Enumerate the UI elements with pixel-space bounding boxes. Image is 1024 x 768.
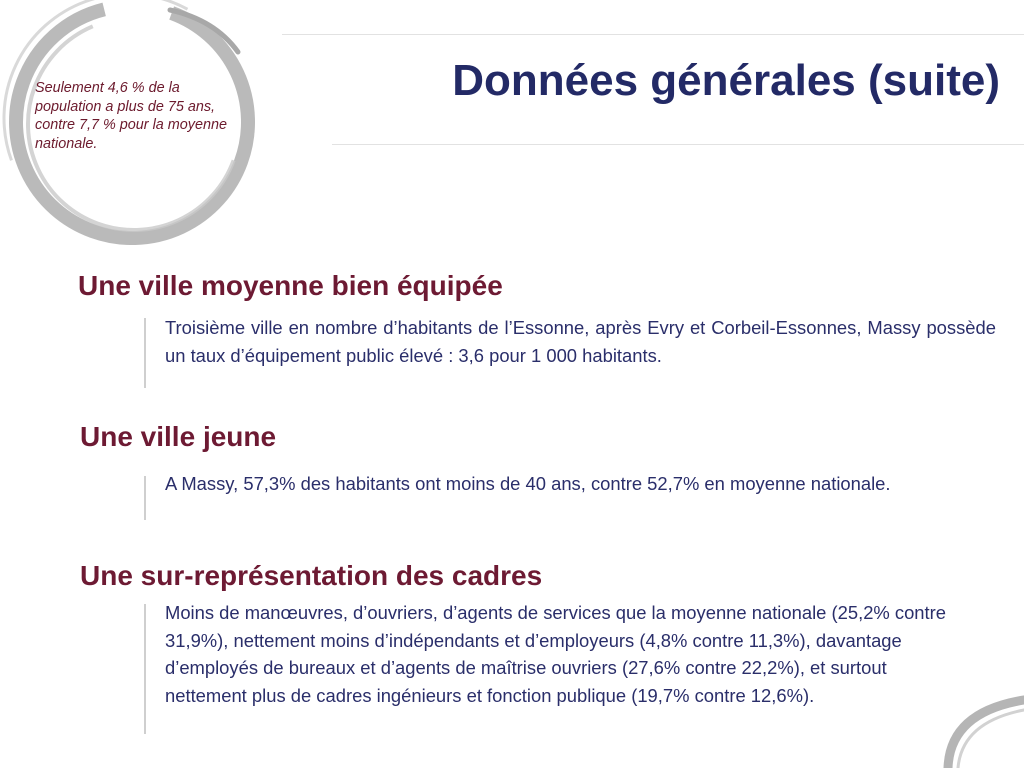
section-text-executives: Moins de manœuvres, d’ouvriers, d’agents de services que la moyenne nationale (25,2% contre 31,9%), nettement moins d’indépendants et d’employeurs (4,8% contre 11,3%), davantage d’employés de bureaux et d’agents de maîtrise ouvriers (27,6% contre 22,2%), et surtout nettement plus de cadres ingénieurs et fonction publique (19,7% contre 12,6%).	[165, 602, 946, 706]
section-text-young: A Massy, 57,3% des habitants ont moins de 40 ans, contre 52,7% en moyenne nationale.	[165, 473, 891, 494]
title-divider	[332, 144, 1024, 145]
slide-title: Données générales (suite)	[452, 56, 1000, 105]
section-heading-equipment: Une ville moyenne bien équipée	[78, 270, 503, 301]
section-text-equipment: Troisième ville en nombre d’habitants de l’Essonne, après Evry et Corbeil-Essonnes, Massy possède un taux d’équipement public élevé : 3,6 pour 1 000 habitants.	[165, 317, 996, 366]
section-heading-executives: Une sur-représentation des cadres	[80, 560, 543, 591]
circle-note: Seulement 4,6 % de la population a plus de 75 ans, contre 7,7 % pour la moyenne nationale.	[35, 80, 227, 152]
bottom-right-brush-circle	[948, 700, 1024, 768]
top-divider	[282, 34, 1024, 35]
quote-bar	[144, 476, 146, 520]
section-heading-young: Une ville jeune	[80, 421, 277, 452]
quote-bar	[144, 604, 146, 734]
quote-bar	[144, 318, 146, 388]
